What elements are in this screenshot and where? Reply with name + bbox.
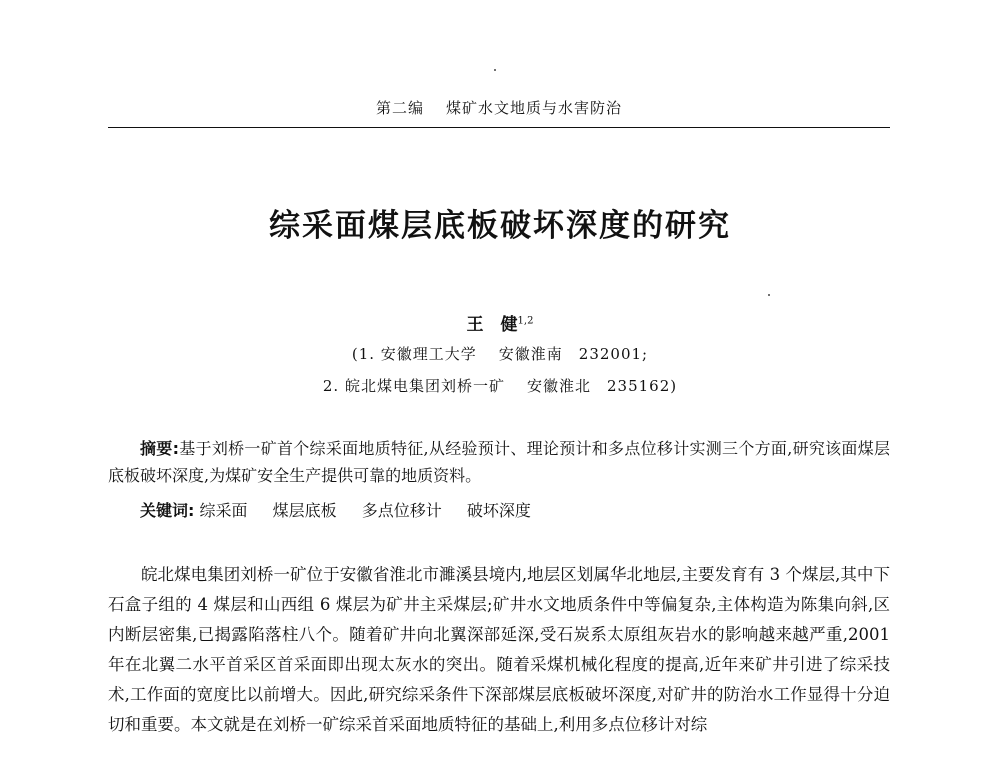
keyword-item: 多点位移计 <box>361 501 442 520</box>
scan-speck <box>768 294 770 296</box>
affiliation-1-place: 安徽淮南 232001; <box>498 345 649 363</box>
keyword-item: 综采面 <box>199 501 248 520</box>
body-text <box>108 560 890 740</box>
header-rule <box>108 127 890 128</box>
author-name: 王 健 <box>466 315 518 335</box>
running-head-part: 第二编 <box>375 99 424 117</box>
affiliation-1-org: (1. 安徽理工大学 <box>351 345 477 363</box>
keyword-item: 煤层底板 <box>272 501 337 520</box>
abstract-text: 基于刘桥一矿首个综采面地质特征,从经验预计、理论预计和多点位移计实测三个方面,研究该面煤层底板破坏深度,为煤矿安全生产提供可靠的地质资料。 <box>108 439 890 485</box>
keywords-label: 关键词: <box>140 501 195 520</box>
scan-speck <box>494 69 496 71</box>
affiliation-2-org: 2. 皖北煤电集团刘桥一矿 <box>322 377 505 395</box>
running-head <box>108 97 890 118</box>
author-line <box>0 310 1000 335</box>
affiliation-2-place: 安徽淮北 235162) <box>526 377 678 395</box>
body-paragraph: 皖北煤电集团刘桥一矿位于安徽省淮北市濉溪县境内,地层区划属华北地层,主要发育有 3 个煤层,其中下石盒子组的 4 煤层和山西组 6 煤层为矿井主采煤层;矿井水文地质条件中等偏复杂,主体构造为陈集向斜,区内断层密集,已揭露陷落柱八个。随着矿井向北翼深部延深,受石炭系太原组灰岩水的影响越来越严重,2001 年在北翼二水平首采区首采面即出现太灰水的突出。随着采煤机械化程度的提高,近年来矿井引进了综采技术,工作面的宽度比以前增大。因此,研究综采条件下深部煤层底板破坏深度,对矿井的防治水工作显得十分迫切和重要。本文就是在刘桥一矿综采首采面地质特征的基础上,利用多点位移计对综 <box>108 565 890 734</box>
affiliation-1 <box>0 343 1000 364</box>
keywords <box>108 497 890 524</box>
affiliation-2 <box>0 375 1000 396</box>
abstract-label: 摘要: <box>140 439 179 458</box>
keyword-item: 破坏深度 <box>466 501 531 520</box>
running-head-section: 煤矿水文地质与水害防治 <box>446 99 623 117</box>
author-affiliation-marks: 1,2 <box>517 315 534 327</box>
abstract <box>108 435 890 489</box>
paper-title: 综采面煤层底板破坏深度的研究 <box>269 208 731 244</box>
